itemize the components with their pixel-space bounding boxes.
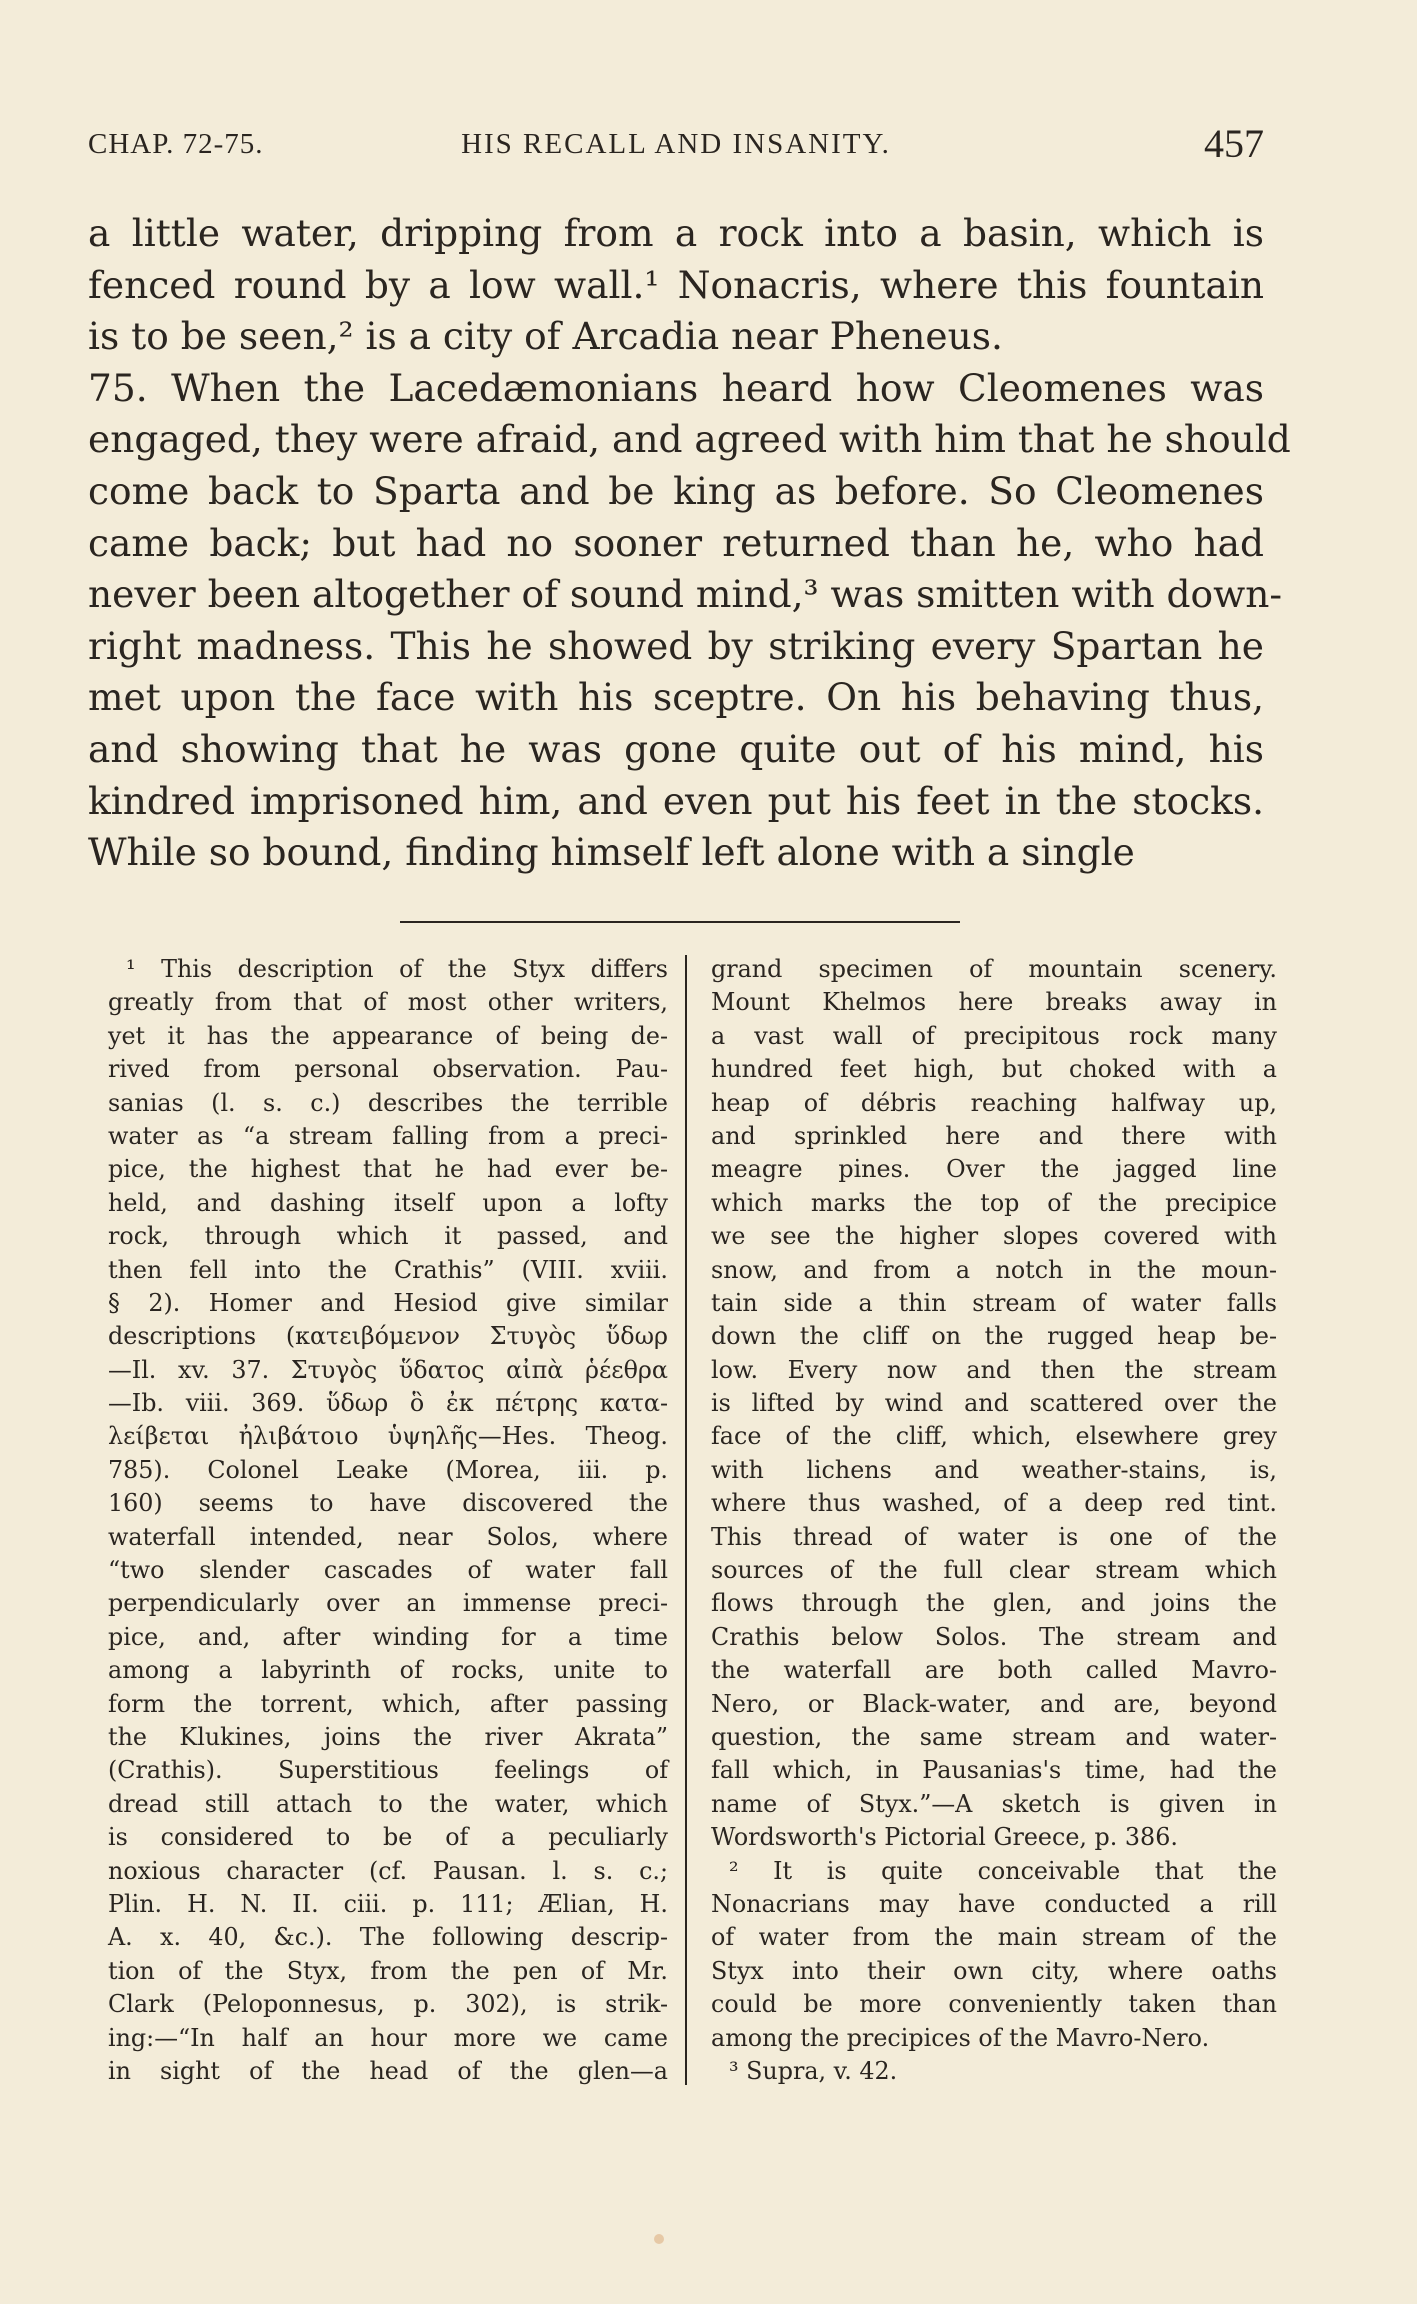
footnote-line: is considered to be of a peculiarly — [108, 1823, 668, 1852]
footnote-line: down the cliff on the rugged heap be- — [711, 1322, 1277, 1351]
column-separator — [685, 955, 687, 2085]
text-line: fenced round by a low wall.¹ Nonacris, where this fountain — [88, 262, 1264, 307]
footnote-line: tion of the Styx, from the pen of Mr. — [108, 1956, 668, 1985]
footnote-line: sources of the full clear stream which — [711, 1556, 1277, 1585]
footnote-line: Wordsworth's Pictorial Greece, p. 386. — [711, 1823, 1178, 1852]
footnote-line: § 2). Homer and Hesiod give similar — [108, 1288, 668, 1317]
footnote-line: λείβεται ἠλιβάτοιο ὑψηλῆς—Hes. Theog. — [108, 1422, 668, 1451]
chapter-reference: CHAP. 72-75. — [88, 128, 264, 160]
footnote-line: among the precipices of the Mavro-Nero. — [711, 2023, 1210, 2052]
footnote-line: ing:—“In half an hour more we came — [108, 2023, 668, 2052]
page-number: 457 — [1204, 121, 1264, 166]
footnote-line: held, and dashing itself upon a lofty — [108, 1188, 668, 1217]
main-text — [88, 208, 1291, 879]
footnote-line: in sight of the head of the glen—a — [108, 2056, 668, 2085]
footnote-line: —Il. xv. 37. Στυγὸς ὕδατος αἰπὰ ῥέεθρα — [108, 1355, 668, 1384]
footnote-line: Nonacrians may have conducted a rill — [711, 1889, 1277, 1918]
footnote-line: dread still attach to the water, which — [108, 1789, 668, 1818]
paper-spot — [654, 2234, 664, 2244]
footnote-line: hundred feet high, but choked with a — [711, 1055, 1277, 1084]
text-line: kindred imprisoned him, and even put his feet in the stocks. — [88, 778, 1264, 823]
footnote-line: fall which, in Pausanias's time, had the — [711, 1756, 1277, 1785]
footnote-line: This thread of water is one of the — [711, 1522, 1277, 1551]
footnote-line: and sprinkled here and there with — [711, 1121, 1277, 1150]
footnote-line: question, the same stream and water- — [711, 1722, 1277, 1751]
footnote-line: sanias (l. s. c.) describes the terrible — [108, 1088, 668, 1117]
footnote-line: grand specimen of mountain scenery. — [711, 955, 1277, 983]
running-title: HIS RECALL AND INSANITY. — [461, 128, 891, 160]
footnote-line: Plin. H. N. II. ciii. p. 111; Ælian, H. — [108, 1889, 668, 1918]
text-line: engaged, they were afraid, and agreed with him that he should — [88, 417, 1291, 462]
text-line: met upon the face with his sceptre. On his behaving thus, — [88, 675, 1264, 720]
footnote-line: the Klukines, joins the river Akrata” — [108, 1722, 668, 1751]
footnote-line: —Ib. viii. 369. ὕδωρ ὃ ἐκ πέτρης κατα- — [108, 1389, 668, 1418]
footnote-line: rived from personal observation. Pau- — [108, 1055, 668, 1084]
footnote-line: greatly from that of most other writers, — [108, 988, 668, 1017]
footnote-line: ¹ This description of the Styx differs — [126, 955, 668, 983]
text-line: right madness. This he showed by striking every Spartan he — [88, 623, 1264, 668]
footnote-line: tain side a thin stream of water falls — [711, 1288, 1277, 1317]
footnote-line: perpendicularly over an immense preci- — [108, 1589, 668, 1618]
footnote-line: (Crathis). Superstitious feelings of — [108, 1756, 668, 1785]
footnote-line: ³ Supra, v. 42. — [729, 2056, 898, 2085]
text-line: came back; but had no sooner returned than he, who had — [88, 520, 1264, 565]
footnote-line: then fell into the Crathis” (VIII. xviii. — [108, 1255, 668, 1284]
footnote-line: Crathis below Solos. The stream and — [711, 1622, 1277, 1651]
footnote-line: we see the higher slopes covered with — [711, 1222, 1277, 1251]
text-line: come back to Sparta and be king as before. So Cleomenes — [88, 468, 1264, 513]
footnote-line: “two slender cascades of water fall — [108, 1556, 668, 1585]
footnote-line: with lichens and weather-stains, is, — [711, 1455, 1277, 1484]
footnote-line: ² It is quite conceivable that the — [729, 1856, 1277, 1885]
footnote-line: 785). Colonel Leake (Morea, iii. p. — [108, 1455, 668, 1484]
footnote-line: pice, and, after winding for a time — [108, 1622, 668, 1651]
text-line: is to be seen,² is a city of Arcadia near Pheneus. — [88, 314, 1003, 359]
footnote-line: noxious character (cf. Pausan. l. s. c.; — [108, 1856, 668, 1885]
footnote-line: rock, through which it passed, and — [108, 1222, 668, 1251]
footnote-line: of water from the main stream of the — [711, 1923, 1277, 1952]
footnotes-left-column — [108, 953, 668, 2088]
footnote-line: where thus washed, of a deep red tint. — [711, 1489, 1277, 1518]
text-line: and showing that he was gone quite out of his mind, his — [88, 726, 1264, 771]
footnote-line: flows through the glen, and joins the — [711, 1589, 1277, 1618]
running-header — [88, 120, 1264, 176]
text-line: a little water, dripping from a rock into a basin, which is — [88, 211, 1264, 255]
footnote-line: heap of débris reaching halfway up, — [711, 1088, 1277, 1117]
footnote-line: low. Every now and then the stream — [711, 1355, 1277, 1384]
footnote-line: name of Styx.”—A sketch is given in — [711, 1789, 1277, 1818]
text-line: While so bound, finding himself left alone with a single — [88, 830, 1135, 875]
footnote-line: A. x. 40, &c.). The following descrip- — [108, 1923, 668, 1952]
footnote-line: is lifted by wind and scattered over the — [711, 1389, 1277, 1418]
footnote-line: the waterfall are both called Mavro- — [711, 1656, 1277, 1685]
footnote-line: a vast wall of precipitous rock many — [711, 1021, 1277, 1050]
footnote-line: snow, and from a notch in the moun- — [711, 1255, 1277, 1284]
footnote-line: pice, the highest that he had ever be- — [108, 1155, 668, 1184]
footnote-line: water as “a stream falling from a preci- — [108, 1121, 668, 1150]
footnotes-right-column — [711, 953, 1277, 2088]
footnote-line: yet it has the appearance of being de- — [108, 1021, 668, 1050]
text-line: 75. When the Lacedæmonians heard how Cleomenes was — [88, 365, 1264, 410]
footnote-line: meagre pines. Over the jagged line — [711, 1155, 1277, 1184]
footnote-line: face of the cliff, which, elsewhere grey — [711, 1422, 1277, 1451]
footnote-line: Nero, or Black-water, and are, beyond — [711, 1689, 1277, 1718]
footnote-line: form the torrent, which, after passing — [108, 1689, 668, 1718]
text-line: never been altogether of sound mind,³ was smitten with down- — [88, 572, 1283, 617]
footnote-line: which marks the top of the precipice — [711, 1188, 1277, 1217]
footnote-line: Mount Khelmos here breaks away in — [711, 988, 1277, 1017]
footnote-line: Styx into their own city, where oaths — [711, 1956, 1277, 1985]
footnote-line: waterfall intended, near Solos, where — [108, 1522, 668, 1551]
footnote-divider — [400, 921, 960, 923]
footnote-line: could be more conveniently taken than — [711, 1990, 1277, 2019]
footnote-line: among a labyrinth of rocks, unite to — [108, 1656, 668, 1685]
footnote-line: 160) seems to have discovered the — [108, 1489, 668, 1518]
footnote-line: Clark (Peloponnesus, p. 302), is strik- — [108, 1990, 668, 2019]
footnote-line: descriptions (κατειβόμενον Στυγὸς ὕδωρ — [108, 1322, 668, 1351]
